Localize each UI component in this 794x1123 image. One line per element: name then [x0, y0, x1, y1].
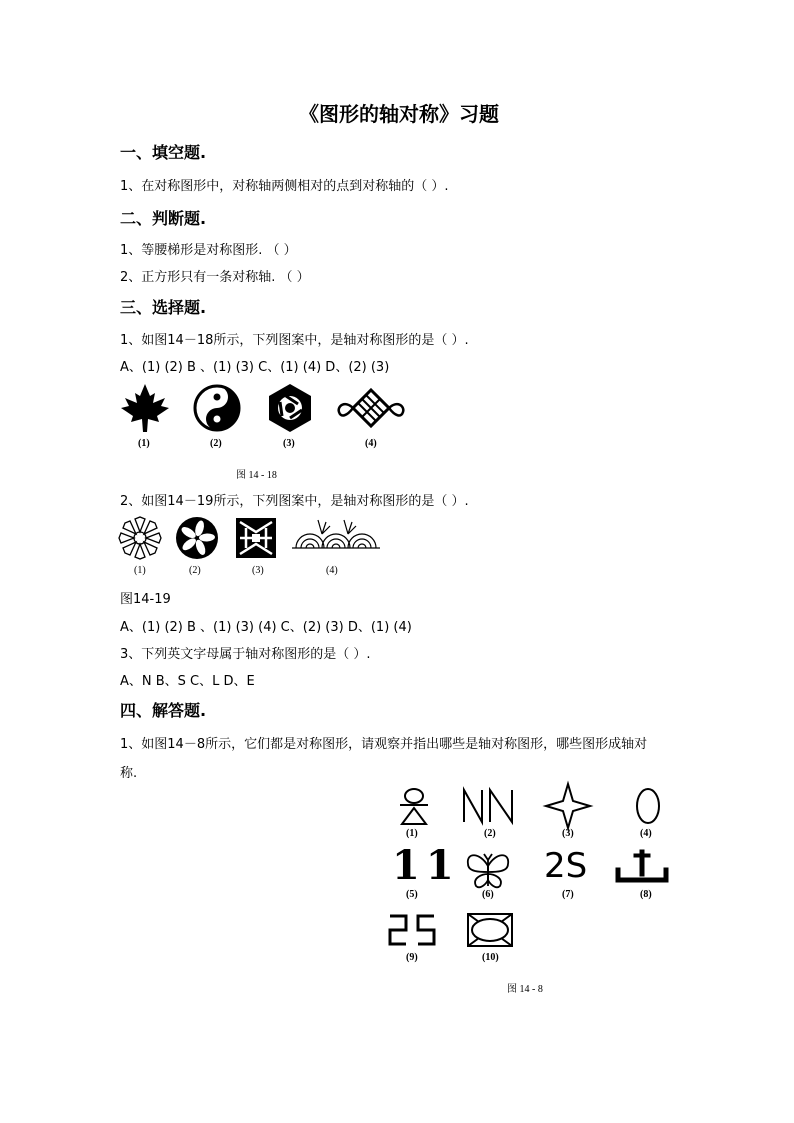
two-s-figure: 2S [544, 846, 588, 886]
figure-14-8-label-6: (6) [482, 889, 494, 900]
oval-figure [637, 789, 659, 823]
choice-question-1-options: A、(1) (2) B 、(1) (3) C、(1) (4) D、(2) (3) [120, 360, 390, 375]
figure-14-8-label-2: (2) [484, 828, 496, 839]
square-25-figure [390, 916, 434, 944]
yin-yang-figure [195, 386, 239, 430]
choice-question-2-options: A、(1) (2) B 、(1) (3) (4) C、(2) (3) D、(1) (4) [120, 620, 412, 635]
anchor-figure [616, 850, 668, 882]
figure-14-19-label-1: (1) [134, 565, 146, 576]
butterfly-figure [468, 854, 508, 887]
framed-eye-figure [468, 914, 512, 946]
figure-14-19-caption: 图14-19 [120, 592, 171, 607]
section-heading-true-false: 二、判断题. [120, 209, 207, 228]
figure-14-18-label-1: (1) [138, 438, 150, 449]
choice-question-2: 2、如图14－19所示，下列图案中，是轴对称图形的是（ ）. [120, 494, 469, 509]
figure-14-8-label-10: (10) [482, 952, 499, 963]
person-symbol-figure [400, 789, 428, 824]
figure-14-8-label-8: (8) [640, 889, 652, 900]
true-false-question-2: 2、正方形只有一条对称轴. （ ） [120, 270, 310, 285]
figure-14-8-label-4: (4) [640, 828, 652, 839]
choice-question-1: 1、如图14－18所示，下列图案中，是轴对称图形的是（ ）. [120, 333, 469, 348]
figure-14-18-label-3: (3) [283, 438, 295, 449]
choice-question-3-options: A、N B、S C、L D、E [120, 674, 255, 689]
figure-14-8-label-3: (3) [562, 828, 574, 839]
figure-14-18-label-2: (2) [210, 438, 222, 449]
section-heading-choice: 三、选择题. [120, 298, 207, 317]
figure-14-8-label-9: (9) [406, 952, 418, 963]
answer-question-1-line-1: 1、如图14－8所示，它们都是对称图形，请观察并指出哪些是轴对称图形，哪些图形成轴对 [120, 737, 648, 752]
four-pointed-star-figure [546, 784, 590, 828]
arcs-pattern-figure [292, 520, 380, 548]
page-title: 《图形的轴对称》习题 [299, 102, 499, 126]
endless-knot-figure [339, 390, 404, 426]
maple-leaf-figure [121, 384, 169, 432]
figure-14-18 [118, 382, 418, 462]
hexagon-aperture-figure [269, 384, 311, 432]
figure-14-18-caption: 图 14 - 18 [236, 470, 277, 481]
double-one-figure: 11 [392, 842, 460, 889]
true-false-question-1: 1、等腰梯形是对称图形. （ ） [120, 243, 297, 258]
section-heading-answer: 四、解答题. [120, 701, 207, 720]
figure-14-8-label-7: (7) [562, 889, 574, 900]
figure-14-19-label-4: (4) [326, 565, 338, 576]
choice-question-3: 3、下列英文字母属于轴对称图形的是（ ）. [120, 647, 371, 662]
figure-14-19-label-2: (2) [189, 565, 201, 576]
figure-14-8-label-1: (1) [406, 828, 418, 839]
flower-outline-figure [119, 517, 161, 559]
section-heading-fill-blank: 一、填空题. [120, 143, 207, 162]
figure-14-8-caption: 图 14 - 8 [507, 984, 543, 995]
figure-14-19-label-3: (3) [252, 565, 264, 576]
mirrored-n-figure [464, 790, 512, 822]
answer-question-1-line-2: 称. [120, 766, 138, 781]
fill-blank-question-1: 1、在对称图形中，对称轴两侧相对的点到对称轴的（ ）. [120, 179, 449, 194]
bauhinia-flower-figure [176, 517, 218, 559]
lattice-pattern-figure [236, 518, 276, 558]
figure-14-19 [118, 516, 388, 566]
figure-14-8-label-5: (5) [406, 889, 418, 900]
figure-14-18-label-4: (4) [365, 438, 377, 449]
